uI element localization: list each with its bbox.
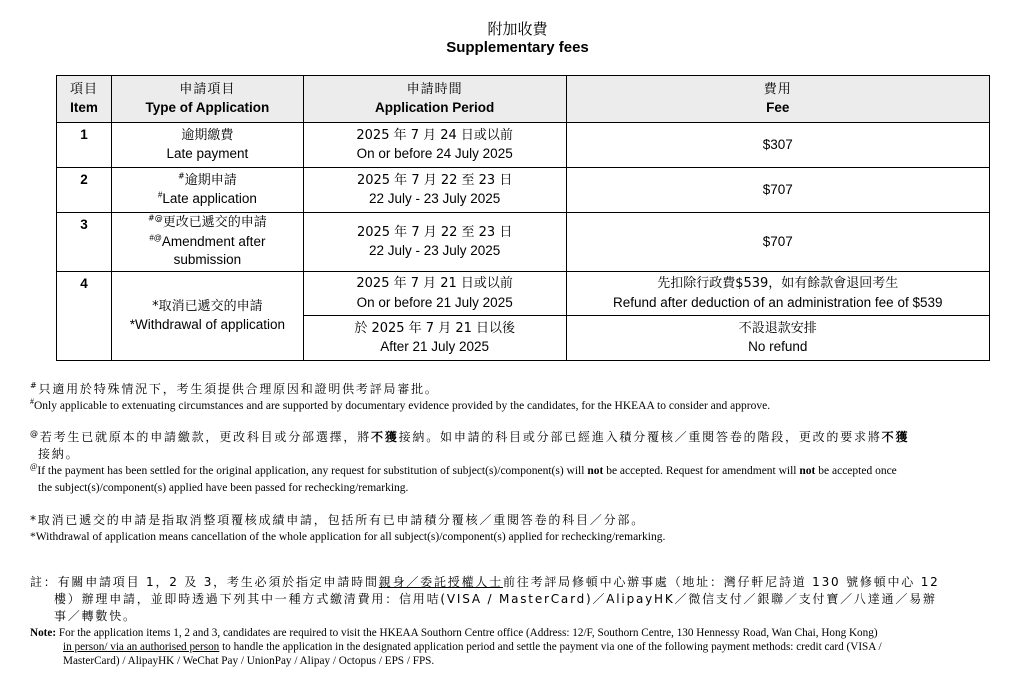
row-type: *取消已遞交的申請 *Withdrawal of application	[111, 272, 303, 361]
row-type: 逾期繳費 Late payment	[111, 123, 303, 168]
note-hash: #只適用於特殊情況下，考生須提供合理原因和證明供考評局審批。 #Only applicable to extenuating circumstances and are supported by documentary evidence provided by the candidates, for the HKEAA to consider and approve.	[30, 381, 771, 412]
hash-at-mark: #@	[149, 233, 162, 243]
row-period: 2025 年 7 月 24 日或以前 On or before 24 July 2025	[303, 123, 566, 168]
supplementary-fees-table	[56, 75, 990, 361]
table-row	[57, 272, 990, 316]
page-title-en: Supplementary fees	[446, 39, 589, 56]
header-item: 項目 Item	[57, 76, 112, 123]
row-item-number: 1	[57, 123, 112, 168]
row-period: 2025 年 7 月 22 至 23 日 22 July - 23 July 2025	[303, 168, 566, 213]
row-item-number: 4	[57, 272, 112, 361]
header-type: 申請項目 Type of Application	[111, 76, 303, 123]
row-fee: $707	[566, 213, 989, 272]
hash-mark: #	[178, 171, 185, 181]
hash-at-mark: #@	[148, 213, 163, 223]
note-at: @若考生已就原本的申請繳款，更改科目或分部選擇，將不獲接納。如申請的科目或分部已經進入積分覆核／重閱答卷的階段，更改的要求將不獲 接納。 @If the payment has been settled for the original application, any request for substitution of subject(s)/component(s) will not be accepted. Request for amendment will not be accepted once the subject(s)/component(s) applied have been passed for rechecking/remarking.	[30, 429, 910, 494]
note-general: 註：有關申請項目 1，2 及 3，考生必須於指定申請時間親身／委託授權人士前往考評局修頓中心辦事處（地址：灣仔軒尼詩道 130 號修頓中心 12 樓）辦理申請，並即時透過下列其中一種方式繳清費用：信用咭(VISA / MasterCard)／AlipayHK／微信支付／銀聯／支付寶／八達通／易辦 事／轉數快。 Note: For the application items 1, 2 and 3, candidates are required to visit the HKEAA Southorn Centre office (Address: 12/F, Southorn Centre, 130 Hennessy Road, Wan Chai, Hong Kong) in person/ via an authorised person to handle the application in the designated application period and settle the payment via one of the following payment methods: credit card (VISA / MasterCard) / AlipayHK / WeChat Pay / UnionPay / Alipay / Octopus / EPS / FPS.	[30, 575, 940, 667]
row-item-number: 3	[57, 213, 112, 272]
hash-mark: #	[157, 190, 163, 200]
row-fee: 先扣除行政費$539，如有餘款會退回考生 Refund after deduction of an administration fee of $539	[566, 272, 989, 316]
table-header-row	[57, 76, 990, 123]
table-row	[57, 213, 990, 272]
row-item-number: 2	[57, 168, 112, 213]
table-row	[57, 123, 990, 168]
row-fee: $307	[566, 123, 989, 168]
header-period: 申請時間 Application Period	[303, 76, 566, 123]
note-star: *取消已遞交的申請是指取消整項覆核成績申請，包括所有已申請積分覆核／重閱答卷的科目／分部。 *Withdrawal of application means cancellation of the whole application for all subject(s)/component(s) applied for rechecking/remarking.	[30, 513, 666, 543]
header-fee: 費用 Fee	[566, 76, 989, 123]
page-title-zh: 附加收費	[487, 20, 548, 38]
row-type: #@更改已遞交的申請 #@Amendment after submission	[111, 213, 303, 272]
row-period: 2025 年 7 月 21 日或以前 On or before 21 July 2025	[303, 272, 566, 316]
row-fee: 不設退款安排 No refund	[566, 316, 989, 361]
row-period: 於 2025 年 7 月 21 日以後 After 21 July 2025	[303, 316, 566, 361]
table-row	[57, 168, 990, 213]
row-fee: $707	[566, 168, 989, 213]
row-period: 2025 年 7 月 22 至 23 日 22 July - 23 July 2025	[303, 213, 566, 272]
row-type: #逾期申請 #Late application	[111, 168, 303, 213]
